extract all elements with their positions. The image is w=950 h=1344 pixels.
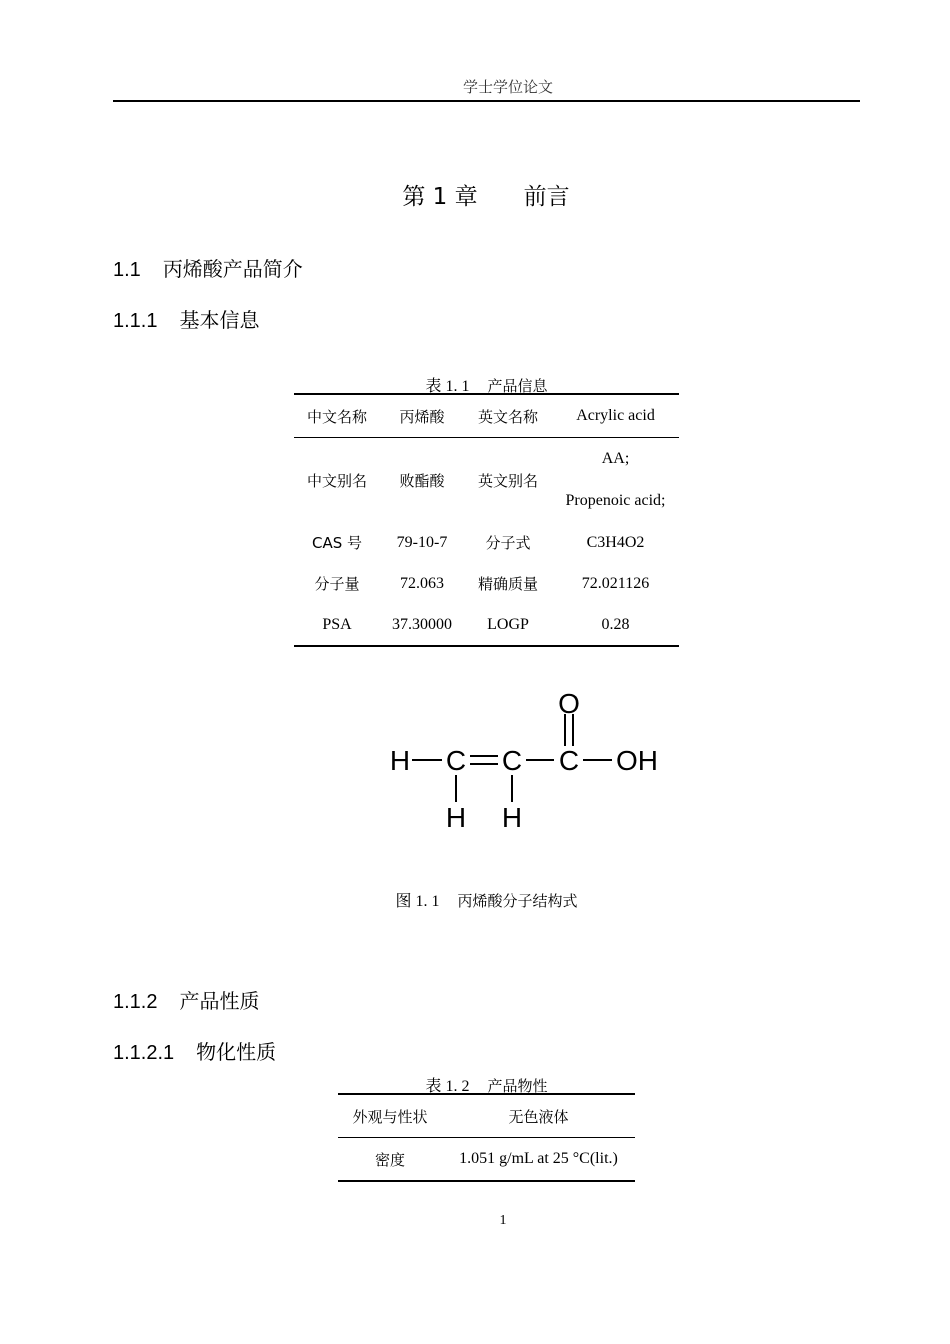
atom-label: C bbox=[501, 745, 523, 776]
atom-label: H bbox=[389, 745, 411, 776]
section-number: 1.1.2.1 bbox=[113, 1042, 175, 1064]
chapter-number: 第 1 章 bbox=[402, 184, 478, 210]
caption-title: 丙烯酸分子结构式 bbox=[457, 892, 578, 910]
caption-title: 产品信息 bbox=[487, 377, 548, 395]
caption-number: 表 1. 1 bbox=[425, 378, 470, 395]
table-cell: 79-10-7 bbox=[396, 533, 448, 551]
acrylic-acid-structure-diagram bbox=[380, 680, 670, 840]
table-cell: 37.30000 bbox=[392, 615, 452, 633]
cell-line: AA; bbox=[601, 450, 630, 467]
section-title: 基本信息 bbox=[179, 308, 260, 332]
chapter-title bbox=[0, 178, 950, 211]
table-header-row bbox=[338, 1094, 635, 1138]
table-cell: Acrylic acid bbox=[552, 394, 679, 438]
table-cell: 外观与性状 bbox=[338, 1094, 442, 1138]
table-header-row bbox=[294, 394, 679, 438]
table-cell: PSA bbox=[322, 615, 352, 633]
caption-number: 表 1. 2 bbox=[425, 1078, 470, 1095]
table-cell bbox=[552, 438, 679, 523]
section-number: 1.1.2 bbox=[113, 991, 158, 1013]
table-cell: 1.051 g/mL at 25 °C(lit.) bbox=[459, 1150, 618, 1167]
table-cell: LOGP bbox=[487, 615, 529, 633]
table-cell: 分子量 bbox=[314, 575, 360, 593]
table-cell: 英文别名 bbox=[477, 471, 538, 490]
product-properties-table bbox=[338, 1093, 635, 1182]
atom-label: C bbox=[445, 745, 467, 776]
section-title: 产品性质 bbox=[179, 989, 260, 1013]
table-cell: 败酯酸 bbox=[399, 471, 445, 490]
product-info-table bbox=[294, 393, 679, 647]
atom-label: O bbox=[558, 688, 580, 719]
table-cell: 丙烯酸 bbox=[380, 394, 464, 438]
table-cell: 中文名称 bbox=[294, 394, 380, 438]
section-number: 1.1.1 bbox=[113, 310, 158, 332]
running-header: 学士学位论文 bbox=[462, 78, 553, 96]
section-title: 物化性质 bbox=[196, 1040, 277, 1064]
table-cell: 中文别名 bbox=[306, 471, 367, 490]
caption-title: 产品物性 bbox=[487, 1077, 548, 1095]
table-cell: 0.28 bbox=[601, 615, 630, 633]
table-cell: 72.021126 bbox=[581, 574, 650, 592]
table-cell: 密度 bbox=[374, 1150, 405, 1169]
atom-label: OH bbox=[616, 745, 658, 776]
chapter-name: 前言 bbox=[523, 184, 570, 210]
section-heading-1-1-2-1 bbox=[113, 1036, 276, 1065]
section-title: 丙烯酸产品简介 bbox=[162, 257, 303, 281]
table-row bbox=[294, 563, 679, 604]
table-cell: CAS 号 bbox=[311, 534, 363, 552]
cell-line: Propenoic acid; bbox=[565, 492, 666, 509]
table-cell: 72.063 bbox=[400, 574, 444, 592]
table-cell: 分子式 bbox=[485, 534, 531, 552]
table-row bbox=[294, 604, 679, 646]
header-rule bbox=[113, 100, 860, 102]
table-row bbox=[338, 1138, 635, 1182]
page-number: 1 bbox=[499, 1213, 507, 1228]
caption-number: 图 1. 1 bbox=[395, 893, 440, 910]
atom-label: H bbox=[501, 802, 523, 833]
section-heading-1-1-1 bbox=[113, 304, 259, 333]
atom-label: C bbox=[558, 745, 580, 776]
figure1-caption bbox=[294, 888, 679, 911]
section-number: 1.1 bbox=[113, 259, 141, 281]
table-cell: 无色液体 bbox=[442, 1094, 635, 1138]
table-cell: 精确质量 bbox=[477, 575, 538, 593]
section-heading-1-1-2 bbox=[113, 985, 259, 1014]
atom-label: H bbox=[445, 802, 467, 833]
section-heading-1-1 bbox=[113, 253, 303, 282]
table-cell: 英文名称 bbox=[464, 394, 552, 438]
table-cell: C3H4O2 bbox=[586, 533, 645, 551]
table-row bbox=[294, 438, 679, 523]
table-row bbox=[294, 522, 679, 563]
